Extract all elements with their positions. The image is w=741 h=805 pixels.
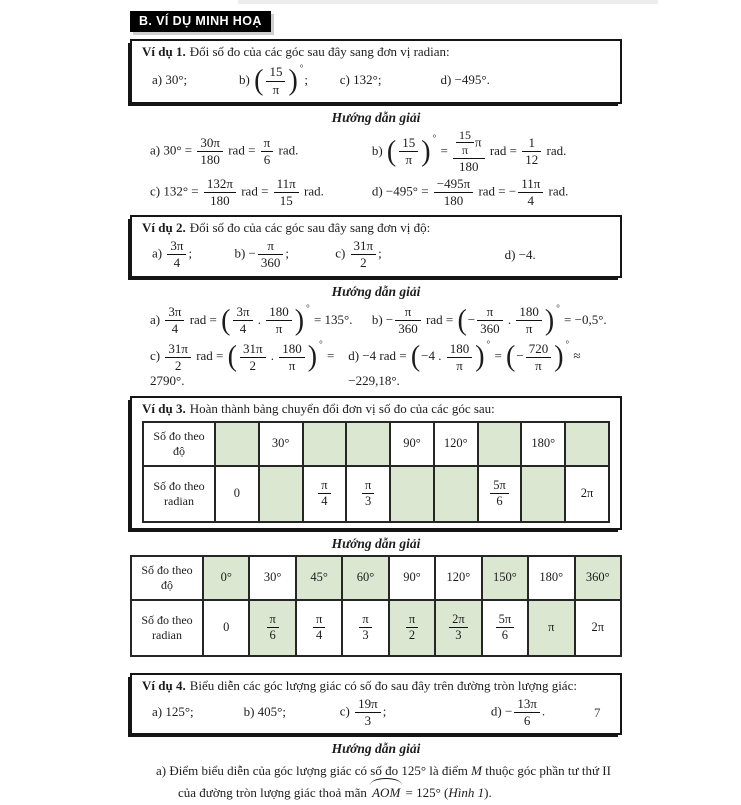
numerator: 3π	[233, 305, 252, 321]
denominator: 6	[263, 151, 271, 167]
numerator: 720	[526, 342, 552, 358]
fraction	[258, 239, 284, 270]
denominator: 2	[408, 628, 416, 643]
table-cell: π	[528, 600, 574, 656]
math-text: a) 125°;	[152, 704, 194, 720]
math-text: rad.	[545, 183, 569, 199]
example2-item-d	[505, 247, 610, 263]
left-paren: (	[227, 340, 237, 374]
fraction	[240, 342, 266, 373]
angle-arc-notation: AOM	[370, 782, 402, 805]
math-text: rad.	[300, 183, 324, 199]
denominator: 2	[360, 255, 367, 271]
fraction	[449, 613, 468, 643]
example3-prompt: Hoàn thành bảng chuyển đổi đơn vị số đo của các góc sau:	[189, 400, 495, 416]
math-text: rad.	[543, 142, 567, 158]
math-text: a)	[150, 311, 164, 327]
math-text: −4 .	[421, 348, 445, 364]
fraction	[456, 129, 474, 158]
denominator: π	[461, 143, 469, 158]
table-cell	[434, 466, 478, 522]
math-text: = 2790°.	[150, 348, 335, 388]
example1-solution-c	[150, 177, 372, 208]
left-paren: (	[457, 304, 467, 337]
example1-item-b	[239, 63, 340, 97]
denominator: 4	[321, 494, 328, 509]
numerator: 180	[266, 305, 292, 321]
fraction	[204, 177, 236, 208]
left-paren: (	[506, 340, 516, 374]
table-cell	[249, 600, 295, 656]
italic-text: M	[471, 762, 482, 778]
degree-superscript: °	[486, 339, 491, 350]
table-cell: 0	[203, 600, 249, 656]
example4-item-d	[491, 697, 610, 728]
math-text: d) −495° =	[371, 183, 432, 199]
example2-solution-d	[348, 339, 622, 389]
right-paren: )	[554, 340, 564, 374]
fraction	[167, 239, 186, 270]
example2-solution-c	[150, 339, 348, 389]
math-text: c) 132°;	[339, 71, 382, 87]
numerator: 5π	[490, 479, 509, 495]
solution-heading-2: Hướng dẫn giải	[331, 283, 421, 299]
math-text: c)	[150, 348, 164, 364]
right-paren: )	[307, 340, 318, 374]
nested-fraction	[453, 129, 485, 175]
numerator: 11π	[518, 177, 543, 193]
math-text: ;	[304, 72, 308, 87]
denominator: 6	[269, 628, 276, 643]
right-paren: )	[294, 304, 305, 337]
numerator: 30π	[197, 136, 223, 152]
math-text: = −0,5°.	[560, 311, 607, 327]
fraction	[518, 177, 543, 208]
numerator	[453, 129, 485, 160]
denominator: π	[535, 357, 542, 373]
example2-solution-b	[372, 303, 607, 337]
denominator: 4	[527, 193, 534, 209]
math-text: rad = −	[475, 183, 517, 199]
example4-title	[142, 678, 610, 694]
math-text: b) 405°;	[243, 704, 286, 720]
example4-solution-line1	[156, 763, 611, 778]
degree-superscript: °	[432, 133, 437, 144]
numerator: 180	[447, 342, 473, 358]
example3-label: Ví dụ 3.	[142, 400, 186, 416]
fraction	[165, 342, 191, 373]
numerator: 31π	[351, 239, 377, 255]
table-cell: 120°	[434, 422, 478, 466]
fraction	[526, 342, 552, 373]
page-number: 7	[594, 705, 601, 720]
example1-item-c	[340, 72, 441, 88]
math-text: a)	[152, 245, 166, 261]
table-cell	[296, 600, 342, 656]
table-cell: 2π	[575, 600, 622, 656]
fraction	[399, 136, 418, 167]
denominator: 180	[459, 159, 479, 175]
conversion-table-solution	[130, 555, 622, 657]
math-text: =	[437, 142, 452, 158]
fraction	[395, 305, 421, 336]
numerator: 2π	[449, 613, 468, 629]
math-text: a) Điểm biểu diễn của góc lượng giác có số đo 125° là điểm	[156, 762, 472, 778]
table-row-label: Số đo theo radian	[143, 466, 215, 522]
denominator: π	[272, 81, 280, 97]
degree-superscript: °	[306, 302, 310, 313]
math-text: c)	[339, 703, 354, 719]
numerator: 132π	[204, 177, 236, 193]
example1-items	[142, 63, 610, 97]
example3-box	[130, 396, 622, 530]
example1-item-a	[152, 72, 239, 88]
math-text: rad =	[486, 142, 521, 158]
example2-label: Ví dụ 2.	[142, 220, 186, 236]
example1-solution-d	[372, 177, 569, 208]
fraction	[434, 177, 473, 208]
table-cell	[478, 466, 522, 522]
fraction	[274, 177, 299, 208]
math-text: = 135°.	[310, 311, 353, 327]
math-text: .	[541, 703, 546, 719]
example4-label: Ví dụ 4.	[142, 677, 186, 693]
math-text: ;	[188, 245, 193, 261]
degree-superscript: °	[299, 63, 304, 73]
section-header: B. VÍ DỤ MINH HOẠ	[130, 11, 271, 32]
math-text: rad =	[192, 348, 227, 364]
fraction	[267, 613, 279, 643]
math-text: b)	[239, 72, 254, 87]
numerator: 31π	[240, 342, 266, 358]
numerator: π	[406, 613, 418, 629]
denominator: 2	[174, 357, 182, 373]
degree-superscript: °	[319, 339, 323, 350]
table-cell: 30°	[249, 556, 295, 600]
math-text: ;	[382, 703, 387, 719]
math-text: ≈ −229,18°.	[348, 348, 581, 388]
fraction	[318, 479, 330, 509]
table-cell: 180°	[528, 556, 574, 600]
math-text: .	[504, 311, 515, 327]
table-cell	[478, 422, 522, 466]
right-paren: )	[288, 64, 298, 98]
example2-item-b	[234, 239, 335, 270]
fraction	[514, 697, 540, 728]
math-text: c) 132° =	[150, 183, 202, 199]
numerator: 31π	[165, 342, 191, 358]
math-text: d) −4 rad =	[348, 348, 410, 364]
denominator: π	[288, 357, 296, 373]
table-cell: 90°	[389, 556, 435, 600]
example1-solution-row2	[150, 177, 622, 208]
denominator: 180	[200, 151, 220, 167]
table-cell	[303, 466, 347, 522]
math-text: ).	[484, 785, 492, 801]
fraction	[266, 305, 292, 336]
fraction	[355, 697, 381, 728]
right-paren: )	[544, 304, 555, 337]
numerator: π	[395, 305, 421, 321]
example2-item-a	[152, 239, 234, 270]
denominator: 3	[364, 712, 372, 728]
numerator: 15	[456, 129, 474, 144]
fraction	[351, 239, 377, 270]
fraction	[359, 613, 371, 643]
math-text: −	[467, 311, 476, 327]
fraction	[516, 305, 542, 336]
scan-artifact-strip	[238, 0, 658, 4]
denominator: 3	[365, 494, 372, 509]
example4-solution-line2	[178, 785, 492, 800]
numerator: 15	[266, 65, 285, 81]
example4-item-c	[340, 697, 491, 728]
math-text: b) −	[234, 245, 256, 261]
table-cell	[215, 422, 259, 466]
fraction	[496, 613, 515, 643]
fraction	[313, 613, 325, 643]
math-text: .	[254, 311, 265, 327]
example1-box	[130, 39, 622, 104]
numerator: 15	[399, 136, 418, 152]
degree-superscript: °	[565, 339, 570, 350]
denominator: 3	[362, 628, 369, 643]
conversion-table-question	[142, 421, 610, 523]
content-column	[130, 11, 622, 805]
numerator: 3π	[167, 239, 186, 255]
example1-prompt: Đổi số đo của các góc sau đây sang đơn vị radian:	[189, 44, 450, 59]
math-text: a) 30° =	[150, 142, 196, 158]
denominator: 4	[315, 628, 323, 643]
example4-solution-paragraph	[156, 760, 622, 805]
numerator: π	[258, 239, 284, 255]
example2-solution-a	[150, 303, 372, 337]
denominator: π	[525, 321, 533, 337]
table-cell	[346, 422, 390, 466]
denominator: 180	[443, 193, 464, 209]
table-row-label: Số đo theo độ	[143, 422, 215, 466]
math-text: rad =	[186, 311, 221, 327]
fraction	[261, 136, 274, 167]
math-text: của đường tròn lượng giác thoả mãn	[178, 785, 371, 801]
math-text: π	[474, 133, 482, 149]
math-text: a) 30°;	[152, 71, 188, 87]
example4-item-b	[244, 704, 340, 720]
table-row-label: Số đo theo độ	[131, 556, 203, 600]
math-text: ;	[378, 245, 382, 261]
math-text: rad =	[224, 142, 259, 158]
denominator: 360	[398, 321, 418, 337]
numerator: −495π	[434, 177, 473, 193]
numerator: π	[313, 613, 325, 629]
denominator: 2	[249, 357, 256, 373]
numerator: 19π	[355, 697, 381, 713]
table-cell	[259, 466, 303, 522]
math-text: rad =	[422, 311, 457, 327]
example4-box	[130, 673, 622, 735]
table-cell	[521, 466, 565, 522]
right-paren: )	[475, 340, 485, 374]
denominator: 180	[210, 193, 230, 209]
math-text: d) −	[490, 703, 513, 719]
denominator: 4	[173, 255, 181, 271]
table-row-label: Số đo theo radian	[131, 600, 203, 656]
example2-solution-row2	[150, 339, 622, 389]
solution-heading-1: Hướng dẫn giải	[331, 109, 421, 125]
left-paren: (	[254, 64, 264, 98]
table-cell	[482, 600, 528, 656]
example4-items	[142, 697, 610, 728]
table-cell: 60°	[342, 556, 388, 600]
math-text: .	[267, 348, 278, 364]
example3-title	[142, 401, 610, 417]
table-cell	[389, 600, 435, 656]
numerator: 1	[522, 136, 541, 152]
math-text: =	[491, 348, 506, 364]
table-cell	[342, 600, 388, 656]
math-text: −	[516, 348, 524, 364]
example2-item-c	[335, 239, 504, 270]
fraction	[362, 479, 374, 509]
table-cell: 45°	[296, 556, 342, 600]
math-text: b)	[371, 142, 386, 158]
fraction	[266, 65, 285, 96]
left-paren: (	[386, 135, 397, 168]
example1-solution-row1	[150, 129, 622, 175]
table-cell	[390, 466, 434, 522]
solution-heading-3: Hướng dẫn giải	[331, 535, 421, 551]
example4-item-a	[152, 704, 244, 720]
denominator: π	[275, 321, 283, 337]
denominator: π	[405, 151, 413, 167]
table-cell	[565, 422, 609, 466]
example1-title	[142, 44, 610, 60]
math-text: c)	[335, 245, 349, 261]
numerator: 11π	[274, 177, 299, 193]
denominator: 3	[455, 628, 462, 643]
numerator: π	[318, 479, 330, 495]
example2-title	[142, 220, 610, 236]
denominator: 360	[480, 321, 500, 337]
math-text: ;	[285, 245, 289, 261]
example1-solution-b	[372, 129, 567, 175]
example2-solution-row1	[150, 303, 622, 337]
example1-solution-a	[150, 136, 372, 167]
denominator: 4	[239, 321, 247, 337]
math-text: = 125° (	[402, 785, 449, 801]
fraction	[477, 305, 503, 336]
left-paren: (	[221, 304, 231, 337]
numerator: 180	[279, 342, 305, 358]
degree-superscript: °	[556, 302, 560, 313]
table-cell: 180°	[521, 422, 565, 466]
right-paren: )	[421, 135, 431, 168]
example1-item-d	[441, 72, 610, 88]
italic-text: Hình 1	[448, 785, 485, 801]
fraction	[233, 305, 252, 336]
table-cell: 0	[215, 466, 259, 522]
denominator: 6	[496, 494, 503, 509]
numerator: π	[362, 479, 374, 495]
denominator: 360	[260, 255, 281, 271]
numerator: π	[267, 613, 279, 629]
math-text: d) −495°.	[440, 71, 490, 87]
numerator: 180	[516, 305, 542, 321]
table-cell	[303, 422, 347, 466]
example2-items	[142, 239, 610, 270]
math-text: rad =	[237, 183, 272, 199]
table-cell: 150°	[482, 556, 528, 600]
table-cell: 2π	[565, 466, 609, 522]
math-text: d) −4.	[504, 246, 536, 262]
math-text: thuộc góc phần tư thứ II	[482, 762, 611, 778]
table-row	[143, 422, 609, 466]
table-cell	[346, 466, 390, 522]
denominator: 15	[279, 193, 293, 209]
table-cell: 90°	[390, 422, 434, 466]
numerator: π	[261, 136, 274, 152]
table-row	[143, 466, 609, 522]
numerator: π	[477, 305, 503, 321]
denominator: 4	[171, 321, 179, 337]
table-cell: 360°	[575, 556, 622, 600]
table-cell: 30°	[259, 422, 303, 466]
fraction	[165, 305, 184, 336]
fraction	[197, 136, 223, 167]
numerator: 13π	[514, 697, 540, 713]
denominator: 6	[501, 628, 508, 643]
table-row	[131, 600, 621, 656]
numerator: π	[359, 613, 371, 629]
table-cell	[435, 600, 481, 656]
fraction	[279, 342, 305, 373]
solution-heading-4: Hướng dẫn giải	[331, 740, 421, 756]
math-text: b) −	[371, 311, 394, 327]
table-cell: 0°	[203, 556, 249, 600]
fraction	[406, 613, 418, 643]
table-row	[131, 556, 621, 600]
example2-prompt: Đổi số đo của các góc sau đây sang đơn vị độ:	[189, 220, 431, 236]
denominator: 12	[525, 151, 539, 167]
example4-prompt: Biểu diễn các góc lượng giác có số đo sau đây trên đường tròn lượng giác:	[189, 677, 577, 693]
fraction	[490, 479, 509, 509]
numerator: 3π	[165, 305, 184, 321]
denominator: π	[456, 357, 463, 373]
denominator: 6	[523, 712, 531, 728]
numerator: 5π	[496, 613, 515, 629]
table-cell: 120°	[435, 556, 481, 600]
fraction	[522, 136, 541, 167]
example2-box	[130, 215, 622, 277]
example1-label: Ví dụ 1.	[142, 44, 186, 59]
math-text: rad.	[275, 142, 299, 158]
fraction	[447, 342, 473, 373]
left-paren: (	[410, 340, 421, 374]
